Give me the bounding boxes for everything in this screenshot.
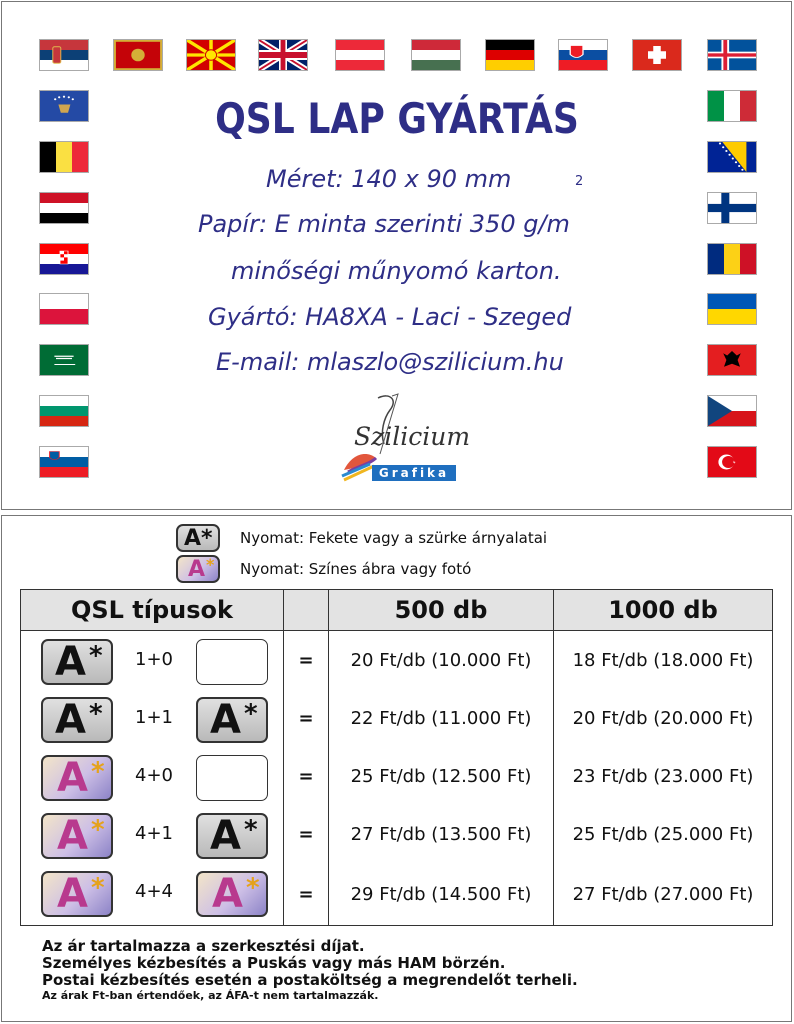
szilicium-grafika-logo	[340, 392, 471, 484]
note-line-small: Az árak Ft-ban értendőek, az ÁFA-t nem tartalmazzák.	[42, 989, 379, 1002]
equals-sign: =	[284, 631, 329, 690]
paper-line-2: minőségi műnyomó karton.	[231, 257, 562, 285]
flag-albania-icon	[707, 344, 757, 376]
equals-sign: =	[284, 805, 329, 863]
price-1000: 25 Ft/db (25.000 Ft)	[554, 805, 773, 863]
header-spacer	[284, 590, 329, 631]
flag-iceland-icon	[707, 39, 757, 71]
type-code: 1+0	[135, 649, 173, 670]
price-500: 20 Ft/db (10.000 Ft)	[329, 631, 554, 690]
note-line: Az ár tartalmazza a szerkesztési díjat.	[42, 937, 365, 955]
flag-austria-icon	[335, 39, 385, 71]
flag-united-kingdom-icon	[258, 39, 308, 71]
flag-romania-icon	[707, 243, 757, 275]
flag-montenegro-icon	[113, 39, 163, 71]
price-500: 25 Ft/db (12.500 Ft)	[329, 747, 554, 805]
table-row	[21, 805, 773, 863]
flag-croatia-icon	[39, 243, 89, 275]
page-title: QSL LAP GYÁRTÁS	[215, 94, 579, 143]
flag-saudi-arabia-icon	[39, 344, 89, 376]
bw-badge-icon: A *	[41, 697, 113, 743]
flag-bulgaria-icon	[39, 395, 89, 427]
type-cell	[21, 863, 284, 926]
flag-turkey-icon	[707, 446, 757, 478]
flag-italy-icon	[707, 90, 757, 122]
flag-germany-icon	[485, 39, 535, 71]
equals-sign: =	[284, 747, 329, 805]
flag-belgium-icon	[39, 141, 89, 173]
price-1000: 20 Ft/db (20.000 Ft)	[554, 689, 773, 747]
legend-color-text: Nyomat: Színes ábra vagy fotó	[240, 560, 472, 578]
logo-script: Szilicium	[354, 422, 471, 451]
price-500: 29 Ft/db (14.500 Ft)	[329, 863, 554, 926]
flag-ukraine-icon	[707, 293, 757, 325]
flag-slovakia-icon	[558, 39, 608, 71]
logo-bar: Grafika	[372, 465, 456, 481]
flag-north-macedonia-icon	[186, 39, 236, 71]
bw-badge-icon: A *	[196, 697, 268, 743]
footnotes	[42, 938, 578, 1003]
qsl-info-card	[1, 1, 792, 510]
flag-serbia-icon	[39, 39, 89, 71]
empty-badge-icon	[196, 639, 268, 685]
legend-bw-text: Nyomat: Fekete vagy a szürke árnyalatai	[240, 529, 548, 547]
color-badge-icon: A *	[176, 555, 220, 583]
type-cell	[21, 631, 284, 690]
bw-badge-icon: A*	[176, 524, 220, 552]
price-500: 22 Ft/db (11.000 Ft)	[329, 689, 554, 747]
color-badge-icon: A *	[41, 813, 113, 859]
type-code: 1+1	[135, 707, 173, 728]
bw-badge-icon: A *	[41, 639, 113, 685]
table-row	[21, 689, 773, 747]
flag-czech-republic-icon	[707, 395, 757, 427]
email-line: E-mail: mlaszlo@szilicium.hu	[216, 348, 564, 376]
table-row	[21, 863, 773, 926]
flag-hungary-icon	[411, 39, 461, 71]
type-cell	[21, 747, 284, 805]
equals-sign: =	[284, 689, 329, 747]
table-row	[21, 747, 773, 805]
note-line: Személyes kézbesítés a Puskás vagy más HAM börzén.	[42, 954, 506, 972]
header-1000: 1000 db	[554, 590, 773, 631]
color-badge-icon: A *	[41, 755, 113, 801]
price-500: 27 Ft/db (13.500 Ft)	[329, 805, 554, 863]
flag-finland-icon	[707, 192, 757, 224]
superscript-2: 2	[575, 174, 584, 189]
type-cell	[21, 689, 284, 747]
size-line: Méret: 140 x 90 mm	[266, 165, 512, 193]
equals-sign: =	[284, 863, 329, 926]
color-badge-icon: A *	[41, 871, 113, 917]
flag-slovenia-icon	[39, 446, 89, 478]
empty-badge-icon	[196, 755, 268, 801]
type-code: 4+1	[135, 823, 173, 844]
header-qsl-types: QSL típusok	[21, 590, 284, 631]
type-code: 4+4	[135, 881, 173, 902]
paper-line: Papír: E minta szerinti 350 g/m	[198, 210, 570, 238]
header-500: 500 db	[329, 590, 554, 631]
maker-line: Gyártó: HA8XA - Laci - Szeged	[208, 303, 572, 331]
type-cell	[21, 805, 284, 863]
note-line: Postai kézbesítés esetén a postaköltség a megrendelőt terheli.	[42, 971, 578, 989]
price-1000: 18 Ft/db (18.000 Ft)	[554, 631, 773, 690]
type-code: 4+0	[135, 765, 173, 786]
flag-kosovo-icon	[39, 90, 89, 122]
table-row	[21, 631, 773, 690]
price-1000: 27 Ft/db (27.000 Ft)	[554, 863, 773, 926]
flag-poland-icon	[39, 293, 89, 325]
price-table	[20, 589, 773, 926]
bw-badge-icon: A *	[196, 813, 268, 859]
price-1000: 23 Ft/db (23.000 Ft)	[554, 747, 773, 805]
flag-bosnia-and-herzegovina-icon	[707, 141, 757, 173]
flag-yemen-icon	[39, 192, 89, 224]
flag-switzerland-icon	[632, 39, 682, 71]
color-badge-icon: A *	[196, 871, 268, 917]
